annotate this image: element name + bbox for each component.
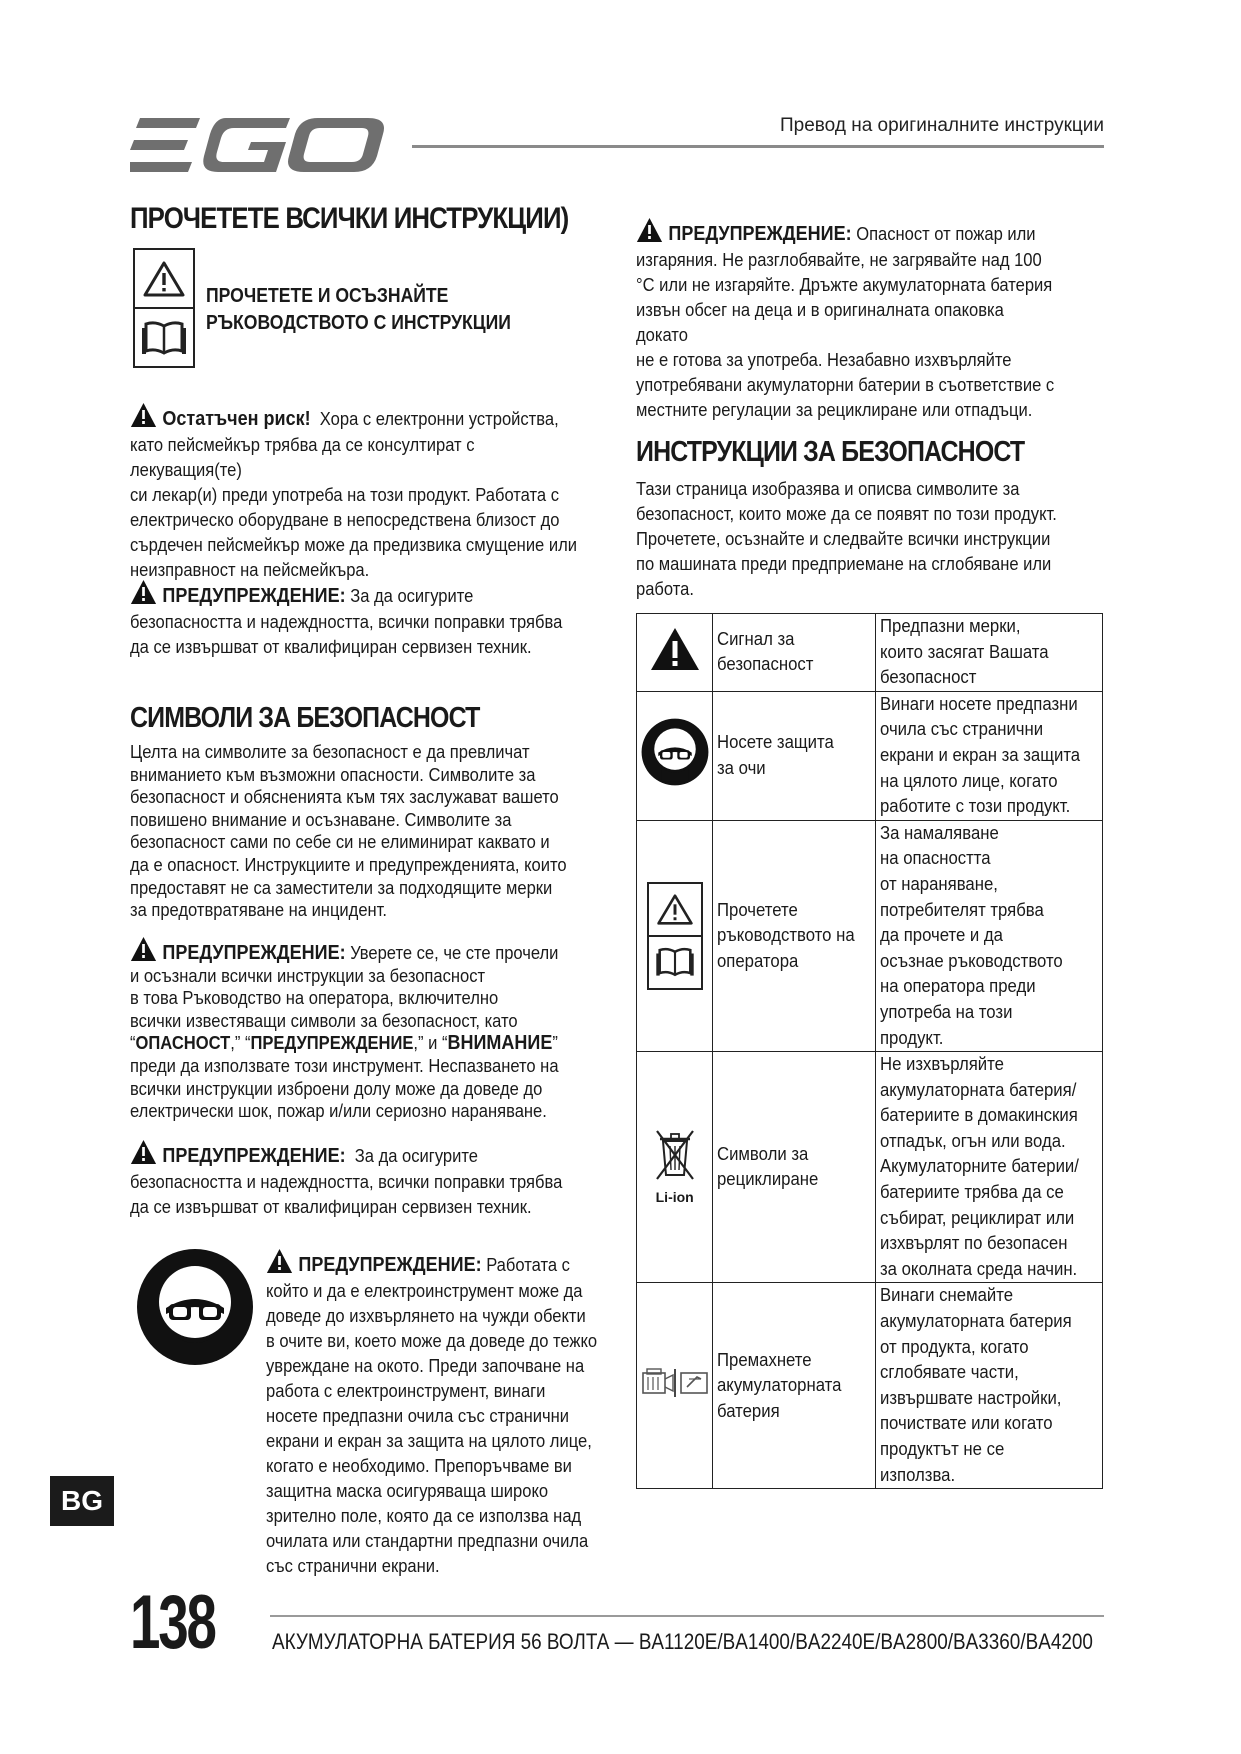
warning-triangle-icon xyxy=(135,250,193,307)
warning-repairs-1: ПРЕДУПРЕЖДЕНИЕ: За да осигурите безопасността и надеждността, всички поправки трябва да се извършват от квалифициран сервизен техник. xyxy=(130,579,580,659)
warning-icon xyxy=(130,936,157,962)
language-tab: BG xyxy=(50,1476,114,1526)
footer-rule xyxy=(270,1615,1104,1617)
warning-icon xyxy=(130,402,157,428)
table-row xyxy=(637,614,1103,692)
table-row xyxy=(637,820,1103,1051)
page-number: 138 xyxy=(130,1580,215,1665)
ego-logo xyxy=(130,112,392,178)
header-rule xyxy=(412,145,1104,148)
warning-read-instructions: ПРЕДУПРЕЖДЕНИЕ: Уверете се, че сте прочели и осъзнали всички инструкции за безопасност в това Ръководство на оператора, включително всички известяващи символи за безопасност, като “ОПАСНОСТ,” “ПРЕДУПРЕЖДЕНИЕ,” и “ВНИМАНИЕ” преди да използвате този инструмент. Неспазването на всички инструкции изброени долу може да доведе до електрически шок, пожар и/или сериозно нараняване. xyxy=(130,936,598,1123)
warning-fire-hazard: ПРЕДУПРЕЖДЕНИЕ: Опасност от пожар или изгаряния. Не разглобявайте, не загрявайте над 100 °C или не изгаряйте. Дръжте акумулаторната батерия извън обсег на деца и в оригиналната опаковка докато не е готова за употреба. Незабавно изхвърляйте употребявани акумулаторни батерии в съответствие с местните регулации за рециклиране или отпадъци. xyxy=(636,217,1059,422)
warning-icon xyxy=(266,1248,293,1274)
symbols-intro: Целта на символите за безопасност е да превличат вниманието към възможни опасности. Символите за безопасност и обясненията към тях заслужават вашето повишено внимание и осъзнаване. Символите за безопасност сами по себе си не елиминират каквато и да е опасност. Инструкциите и предупрежденията, които предоставят не са заместители за подходящите мерки за предотвратяване на инцидент. xyxy=(130,741,567,921)
eye-protection-icon xyxy=(136,1248,254,1366)
heading-safety-symbols: СИМВОЛИ ЗА БЕЗОПАСНОСТ xyxy=(130,702,480,734)
icon-cell xyxy=(637,1052,713,1283)
warning-icon xyxy=(636,217,663,243)
safety-instructions-intro: Тази страница изобразява и описва символите за безопасност, които може да се появят по този продукт. Прочетете, осъзнайте и следвайте всички инструкции по машината преди предприемане на сглобяване или работа. xyxy=(636,478,1057,599)
heading-safety-instructions: ИНСТРУКЦИИ ЗА БЕЗОПАСНОСТ xyxy=(636,436,1025,468)
li-ion-label: Li-ion xyxy=(655,1189,694,1206)
read-manual-icon xyxy=(647,882,703,990)
safety-symbols-table xyxy=(636,613,1103,1489)
warning-repairs-2: ПРЕДУПРЕЖДЕНИЕ: За да осигурите безопасността и надеждността, всички поправки трябва да се извършват от квалифициран сервизен техник. xyxy=(130,1139,580,1219)
warning-icon xyxy=(130,579,157,605)
remove-battery-icon xyxy=(639,1365,711,1399)
symbol-name-cell: Носете защита за очи xyxy=(713,691,876,820)
eye-protection-icon xyxy=(641,718,709,786)
table-row xyxy=(637,1052,1103,1283)
symbol-name-cell: Символи за рециклиране xyxy=(713,1052,876,1283)
symbol-desc-cell: За намаляване на опасността от нараняване, потребителят трябва да прочете и да осъзнае ръководството на оператора преди употреба на този продукт. xyxy=(876,820,1103,1051)
icon-cell xyxy=(637,1283,713,1489)
footer-product-title: АКУМУЛАТОРНА БАТЕРИЯ 56 ВОЛТА — BA1120E/BA1400/BA2240E/BA2800/BA3360/BA4200 xyxy=(272,1629,1093,1654)
symbol-name-cell: Премахнете акумулаторната батерия xyxy=(713,1283,876,1489)
book-icon xyxy=(135,307,193,366)
read-manual-symbol xyxy=(133,248,195,368)
symbol-desc-cell: Предпазни мерки, които засягат Вашата безопасност xyxy=(876,614,1103,692)
icon-cell xyxy=(637,614,713,692)
residual-risk-block: Остатъчен риск! Хора с електронни устройства, като пейсмейкър трябва да се консултират с лекуващия(те) си лекар(и) преди употреба на този продукт. Работата с електрическо оборудване в непосредствена близост до сърдечен пейсмейкър може да предизвика смущение или неизправност на пейсмейкъра. xyxy=(130,402,580,582)
icon-cell xyxy=(637,820,713,1051)
warning-icon xyxy=(130,1139,157,1165)
icon-cell xyxy=(637,691,713,820)
read-manual-caption: ПРОЧЕТЕТЕ И ОСЪЗНАЙТЕ РЪКОВОДСТВОТО С ИНСТРУКЦИИ xyxy=(206,285,511,334)
table-row xyxy=(637,691,1103,820)
symbol-desc-cell: Винаги носете предпазни очила със странични екрани и екран за защита на цялото лице, когато работите с този продукт. xyxy=(876,691,1103,820)
symbol-desc-cell: Винаги снемайте акумулаторната батерия от продукта, когато сглобявате части, извършвате настройки, почиствате или когато продуктът не се използва. xyxy=(876,1283,1103,1489)
symbol-name-cell: Сигнал за безопасност xyxy=(713,614,876,692)
header-title: Превод на оригиналните инструкции xyxy=(780,115,1104,136)
warning-eye-protection: ПРЕДУПРЕЖДЕНИЕ: Работата с който и да е електроинструмент може да доведе до изхвърлянето на чужди обекти в очите ви, което може да доведе до тежко увреждане на окото. Преди започване на работа с електроинструмент, винаги носете предпазни очила със странични екрани и екран за защита на цялото лице, когато е необходимо. Препоръчваме ви защитна маска осигуряваща широко зрително поле, която да се използва над очилата или стандартни предпазни очила със странични екрани. xyxy=(266,1248,599,1578)
warning-triangle-icon xyxy=(649,626,701,672)
recycle-bin-icon xyxy=(653,1129,697,1181)
symbol-desc-cell: Не изхвърляйте акумулаторната батерия/ батериите в домакинския отпадък, огън или вода. Акумулаторните батерии/ батериите трябва да се събират, рециклират или изхвърлят по безопасен за околната среда начин. xyxy=(876,1052,1103,1283)
table-row xyxy=(637,1283,1103,1489)
symbol-name-cell: Прочетете ръководството на оператора xyxy=(713,820,876,1051)
heading-read-all: ПРОЧЕТЕТЕ ВСИЧКИ ИНСТРУКЦИИ) xyxy=(130,202,569,235)
